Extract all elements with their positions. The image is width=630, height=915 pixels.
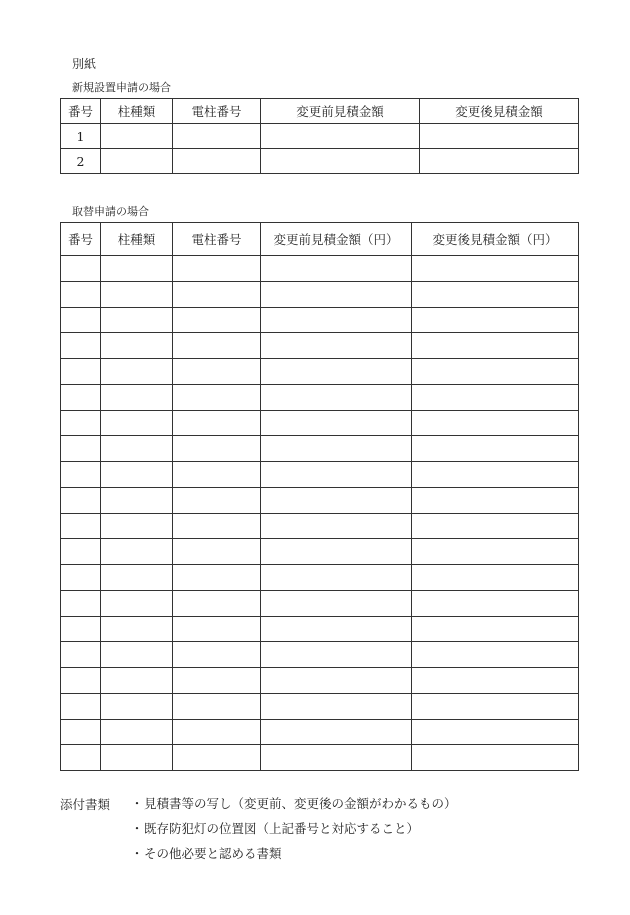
table-row (61, 719, 579, 745)
table-row (61, 487, 579, 513)
table-cell (101, 124, 173, 149)
document-item-text: その他必要と認める書類 (144, 846, 282, 861)
table-cell (261, 124, 420, 149)
document-item (130, 820, 457, 845)
table-cell (420, 149, 579, 174)
table-cell (412, 616, 579, 642)
table-cell (261, 668, 412, 694)
header-pole-type: 柱種類 (101, 223, 173, 256)
table-cell (101, 668, 173, 694)
document-item-text: 見積書等の写し（変更前、変更後の金額がわかるもの） (144, 796, 457, 811)
table-row (61, 745, 579, 771)
attached-documents-label: 添付書類 (60, 797, 111, 812)
new-install-section-title: 新規設置申請の場合 (72, 81, 171, 94)
table-cell (101, 359, 173, 385)
table-cell (101, 436, 173, 462)
document-item-text: 既存防犯灯の位置図（上記番号と対応すること） (144, 821, 420, 836)
table-row (61, 149, 579, 174)
table-row (61, 513, 579, 539)
table-row (61, 384, 579, 410)
table-cell (173, 333, 261, 359)
table-cell (61, 410, 101, 436)
table-cell (261, 256, 412, 282)
table-cell (261, 333, 412, 359)
table-cell (173, 616, 261, 642)
table-cell (261, 359, 412, 385)
document-item (130, 845, 457, 870)
table-cell (261, 281, 412, 307)
table-cell (173, 693, 261, 719)
replacement-table (60, 222, 579, 771)
header-pole-number: 電柱番号 (173, 99, 261, 124)
replacement-section-title: 取替申請の場合 (72, 205, 149, 218)
table-cell (412, 539, 579, 565)
table-cell (261, 307, 412, 333)
table-cell (261, 436, 412, 462)
table-cell (173, 668, 261, 694)
table-cell (261, 487, 412, 513)
table-cell (173, 590, 261, 616)
table-cell (261, 539, 412, 565)
table-row (61, 693, 579, 719)
table-cell (412, 513, 579, 539)
new-install-table (60, 98, 579, 174)
new-install-header-row (61, 99, 579, 124)
attached-documents-list (130, 795, 457, 870)
table-cell (173, 281, 261, 307)
table-cell (261, 745, 412, 771)
table-cell (61, 462, 101, 488)
table-cell (101, 281, 173, 307)
table-row (61, 410, 579, 436)
table-cell (61, 745, 101, 771)
header-number: 番号 (61, 223, 101, 256)
table-cell (101, 590, 173, 616)
table-cell (420, 124, 579, 149)
table-cell (101, 333, 173, 359)
table-row (61, 539, 579, 565)
table-cell (261, 513, 412, 539)
table-cell (61, 384, 101, 410)
table-cell (412, 256, 579, 282)
table-cell (173, 642, 261, 668)
table-cell (173, 436, 261, 462)
table-cell (412, 436, 579, 462)
table-cell (412, 462, 579, 488)
table-cell (261, 719, 412, 745)
table-cell: 1 (61, 124, 101, 149)
table-cell (412, 565, 579, 591)
table-cell (61, 436, 101, 462)
table-cell (412, 410, 579, 436)
table-cell (412, 642, 579, 668)
table-cell (61, 359, 101, 385)
table-row (61, 590, 579, 616)
table-cell (61, 642, 101, 668)
table-cell (412, 384, 579, 410)
table-cell (61, 590, 101, 616)
table-cell (173, 565, 261, 591)
table-cell (101, 745, 173, 771)
table-row (61, 668, 579, 694)
attachment-label: 別紙 (72, 57, 97, 71)
table-cell (61, 616, 101, 642)
header-pole-number: 電柱番号 (173, 223, 261, 256)
table-row (61, 256, 579, 282)
table-cell (261, 693, 412, 719)
table-row (61, 307, 579, 333)
table-cell (101, 256, 173, 282)
table-row (61, 616, 579, 642)
table-cell (173, 513, 261, 539)
table-cell (261, 384, 412, 410)
table-row (61, 436, 579, 462)
header-estimate-after-yen: 変更後見積金額（円） (412, 223, 579, 256)
table-cell (101, 539, 173, 565)
table-row (61, 124, 579, 149)
table-cell (412, 333, 579, 359)
table-cell (101, 410, 173, 436)
table-cell (61, 565, 101, 591)
replacement-header-row (61, 223, 579, 256)
table-cell (101, 616, 173, 642)
table-cell (61, 307, 101, 333)
table-cell (412, 307, 579, 333)
header-estimate-before-yen: 変更前見積金額（円） (261, 223, 412, 256)
document-item (130, 795, 457, 820)
table-row (61, 333, 579, 359)
table-cell (173, 487, 261, 513)
table-cell (61, 668, 101, 694)
table-cell (261, 565, 412, 591)
table-cell (61, 693, 101, 719)
table-cell (61, 487, 101, 513)
table-row (61, 281, 579, 307)
bullet-mark: ・ (130, 846, 144, 861)
table-cell (261, 642, 412, 668)
table-cell (61, 539, 101, 565)
table-cell (412, 359, 579, 385)
table-cell (101, 719, 173, 745)
table-cell (412, 745, 579, 771)
table-cell (173, 256, 261, 282)
table-row (61, 565, 579, 591)
table-cell (101, 487, 173, 513)
table-cell (412, 590, 579, 616)
table-cell (261, 616, 412, 642)
table-cell (101, 693, 173, 719)
table-cell (261, 590, 412, 616)
table-cell (61, 281, 101, 307)
table-cell (173, 124, 261, 149)
table-cell (101, 384, 173, 410)
bullet-mark: ・ (130, 821, 144, 836)
table-cell (173, 307, 261, 333)
table-cell (261, 149, 420, 174)
header-number: 番号 (61, 99, 101, 124)
table-cell (101, 642, 173, 668)
table-cell (101, 565, 173, 591)
table-cell (173, 745, 261, 771)
table-cell (101, 307, 173, 333)
header-pole-type: 柱種類 (101, 99, 173, 124)
bullet-mark: ・ (130, 796, 144, 811)
table-row (61, 359, 579, 385)
table-cell (173, 149, 261, 174)
table-cell (101, 462, 173, 488)
table-cell (173, 462, 261, 488)
table-cell (173, 359, 261, 385)
table-cell (61, 256, 101, 282)
table-cell (61, 333, 101, 359)
table-cell (101, 513, 173, 539)
table-cell (61, 513, 101, 539)
table-cell: 2 (61, 149, 101, 174)
table-cell (412, 719, 579, 745)
table-cell (173, 384, 261, 410)
table-cell (412, 487, 579, 513)
table-cell (101, 149, 173, 174)
table-cell (261, 462, 412, 488)
table-cell (412, 281, 579, 307)
table-cell (61, 719, 101, 745)
table-cell (261, 410, 412, 436)
table-cell (173, 410, 261, 436)
header-estimate-after: 変更後見積金額 (420, 99, 579, 124)
table-cell (173, 719, 261, 745)
table-cell (173, 539, 261, 565)
header-estimate-before: 変更前見積金額 (261, 99, 420, 124)
table-cell (412, 668, 579, 694)
table-row (61, 642, 579, 668)
table-row (61, 462, 579, 488)
table-cell (412, 693, 579, 719)
